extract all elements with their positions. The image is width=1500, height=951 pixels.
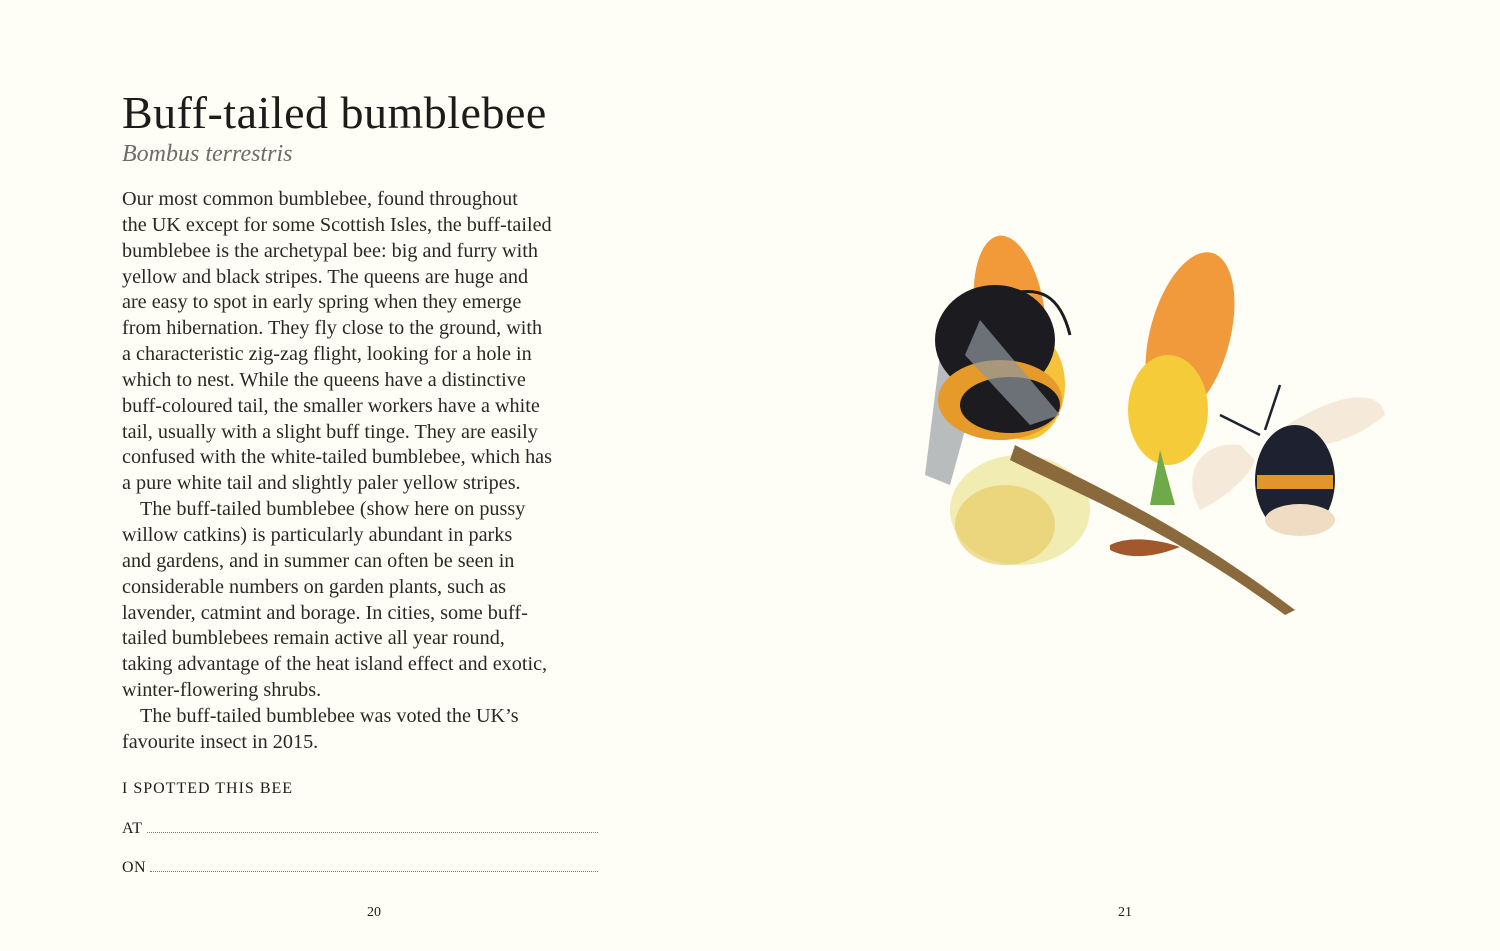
catkin-fluff (950, 455, 1090, 565)
body-line: considerable numbers on garden plants, such as (122, 575, 507, 598)
body-line: and gardens, and in summer can often be seen in (122, 549, 515, 572)
latin-name: Bombus terrestris (122, 141, 293, 167)
body-line: The buff-tailed bumblebee (show here on pussy (140, 498, 526, 521)
bumblebee-illustration (910, 225, 1400, 625)
bee-worker (1192, 385, 1385, 536)
body-line: a pure white tail and slightly paler yellow stripes. (122, 472, 521, 495)
body-line: from hibernation. They fly close to the ground, with (122, 317, 543, 340)
at-dotted-line[interactable] (147, 820, 598, 833)
page-number: 21 (1118, 905, 1132, 920)
body-line: confused with the white-tailed bumblebee, which has (122, 446, 552, 469)
spotted-on-field[interactable] (122, 859, 598, 877)
body-line: the UK except for some Scottish Isles, the buff-tailed (122, 213, 552, 236)
body-line: buff-coloured tail, the smaller workers have a white (122, 394, 540, 417)
body-line: willow catkins) is particularly abundant in parks (122, 523, 513, 546)
body-line: yellow and black stripes. The queens are huge and (122, 265, 529, 288)
body-line: are easy to spot in early spring when they emerge (122, 291, 522, 314)
body-line: tail, usually with a slight buff tinge. They are easily (122, 420, 538, 443)
spotted-heading: I SPOTTED THIS BEE (122, 780, 294, 797)
body-line: lavender, catmint and borage. In cities, some buff- (122, 601, 528, 624)
body-text (122, 187, 612, 756)
at-label: AT (122, 820, 143, 837)
on-label: ON (122, 859, 147, 876)
body-line: which to nest. While the queens have a distinctive (122, 368, 526, 391)
body-line: taking advantage of the heat island effect and exotic, (122, 653, 548, 676)
body-line: Our most common bumblebee, found throughout (122, 188, 518, 210)
body-line: favourite insect in 2015. (122, 730, 319, 753)
on-dotted-line[interactable] (150, 859, 598, 872)
page-number: 20 (367, 905, 381, 920)
body-line: bumblebee is the archetypal bee: big and furry with (122, 239, 538, 262)
body-line: winter-flowering shrubs. (122, 679, 322, 702)
spotted-at-field[interactable] (122, 820, 598, 838)
body-line: a characteristic zig-zag flight, looking for a hole in (122, 343, 532, 366)
body-line: The buff-tailed bumblebee was voted the UK’s (140, 704, 519, 727)
page-title: Buff-tailed bumblebee (122, 87, 547, 138)
body-line: tailed bumblebees remain active all year round, (122, 627, 505, 650)
bee-queen (925, 285, 1070, 485)
